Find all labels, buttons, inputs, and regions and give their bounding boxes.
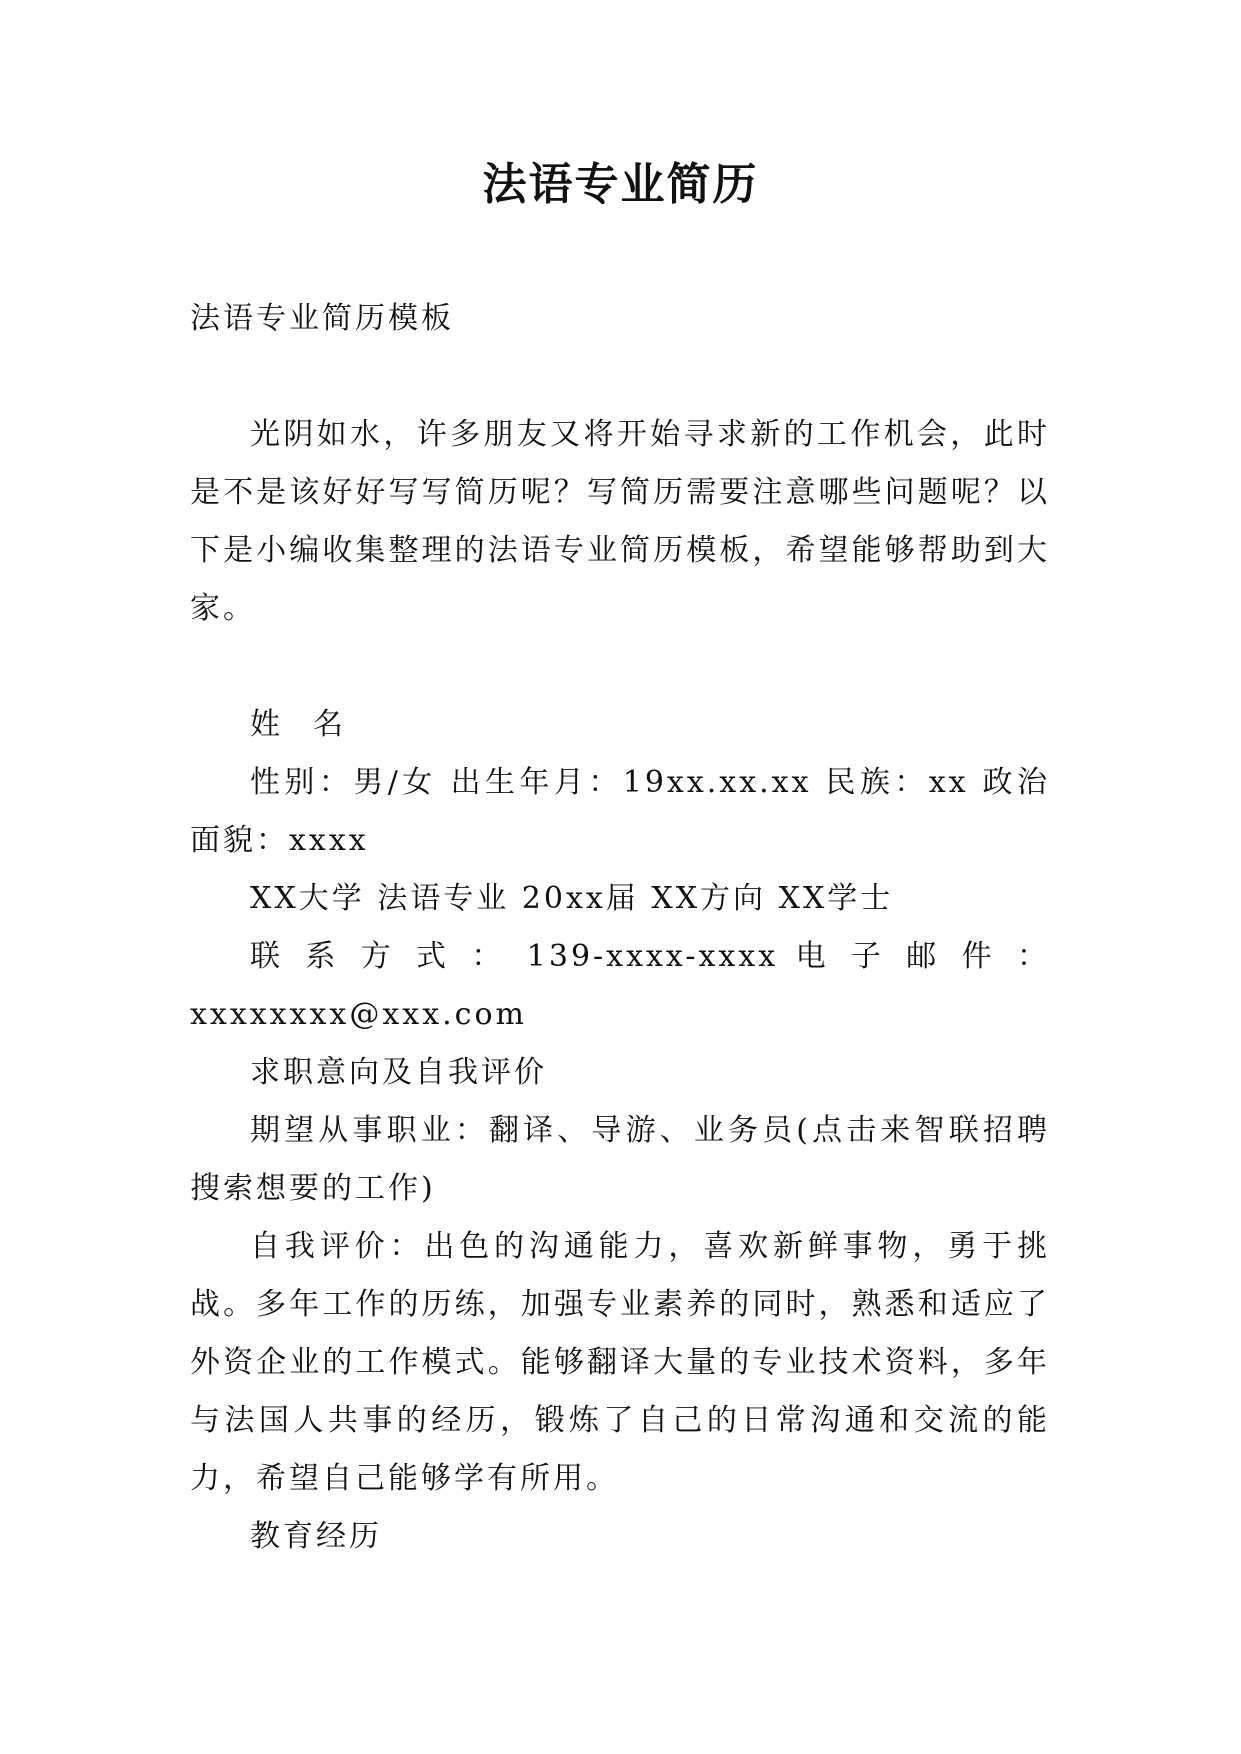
spacer: [190, 638, 1050, 696]
name-label-char-2: 名: [313, 707, 346, 742]
personal-info-paragraph: 性别：男/女 出生年月：19xx.xx.xx 民族：xx 政治面貌：xxxx: [190, 765, 1050, 858]
section-heading-education: 教育经历: [250, 1519, 382, 1554]
document-body: [190, 290, 1050, 1566]
intro-paragraph: 光阴如水，许多朋友又将开始寻求新的工作机会，此时是不是该好好写写简历呢？写简历需要注意哪些问题呢？以下是小编收集整理的法语专业简历模板，希望能够帮助到大家。: [190, 417, 1050, 626]
contact-email: xxxxxxxx@xxx.com: [190, 997, 527, 1032]
spacer: [190, 348, 1050, 406]
contact-line: 联 系 方 式 ： 139-xxxx-xxxx 电 子 邮 件 ：: [250, 939, 1050, 974]
self-evaluation-paragraph: 自我评价：出色的沟通能力，喜欢新鲜事物，勇于挑战。多年工作的历练，加强专业素养的同时，熟悉和适应了外资企业的工作模式。能够翻译大量的专业技术资料，多年与法国人共事的经历，锻炼了自己的日常沟通和交流的能力，希望自己能够学有所用。: [190, 1229, 1050, 1496]
education-line: XX大学 法语专业 20xx届 XX方向 XX学士: [250, 881, 894, 916]
section-heading-job: 求职意向及自我评价: [250, 1055, 547, 1090]
document-subtitle: 法语专业简历模板: [190, 301, 454, 336]
name-line: [190, 696, 1050, 754]
job-expectation-paragraph: 期望从事职业：翻译、导游、业务员(点击来智联招聘搜索想要的工作): [190, 1113, 1050, 1206]
document-title: 法语专业简历: [482, 159, 759, 210]
name-label-char-1: 姓: [250, 707, 283, 742]
